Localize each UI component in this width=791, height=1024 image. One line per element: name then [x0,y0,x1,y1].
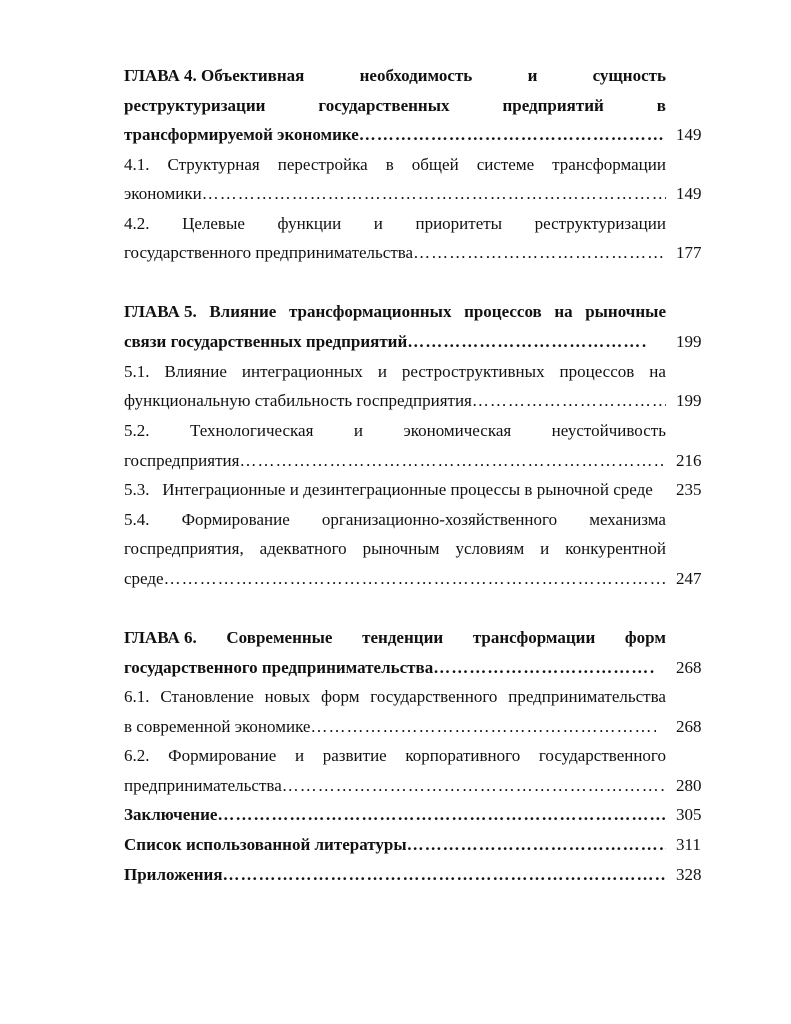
toc-word: рыночным [362,539,440,558]
toc-word: государственных [318,96,450,115]
toc-word: Становление [160,687,254,706]
section-5-1-page-number: 199 [676,391,702,410]
toc-word: процессов [559,362,635,381]
dot-leader [407,832,666,858]
section-5-1-line-1 [124,359,666,385]
section-6-1-line-1 [124,684,666,710]
toc-word: государственного [370,687,498,706]
chapter-5-page-number: 199 [676,332,702,351]
toc-word: трансформации [472,628,596,647]
toc-entry-text: госпредприятия [124,451,240,470]
section-6-2-page-number: 280 [676,776,702,795]
chapter-5-title-line-2 [124,329,646,355]
toc-entry-text: государственного предпринимательства [124,658,434,677]
dot-leader [164,566,666,592]
toc-word: корпоративного [405,746,521,765]
toc-entry-text: государственного предпринимательства [124,243,414,262]
dot-leader [359,122,666,148]
toc-word: и [527,66,538,85]
dot-leader [223,862,666,888]
toc-word: госпредприятия, [124,539,244,558]
section-4-2-line-1 [124,211,666,237]
section-5-4-line-1 [124,507,666,533]
toc-word: условиям [455,539,525,558]
section-5-1-line-2 [124,388,666,414]
toc-word: Целевые [182,214,245,233]
chapter-4-title-line-3 [124,122,666,148]
toc-word: реструктуризации [124,96,266,115]
toc-word: тенденции [362,628,444,647]
toc-word: новых [264,687,311,706]
chapter-4-page-number: 149 [676,125,702,144]
section-6-1-page-number: 268 [676,717,702,736]
toc-word: на [649,362,666,381]
toc-word: и [373,214,383,233]
toc-entry-text: Список использованной литературы [124,835,407,854]
dot-leader [217,802,666,828]
section-5-4-page-number: 247 [676,569,702,588]
toc-word: системе [476,155,535,174]
toc-word: неустойчивость [551,421,666,440]
toc-word: необходимость [359,66,473,85]
dot-leader [239,448,666,474]
toc-word: ГЛАВА 4. Объективная [124,66,305,85]
toc-word: 4.1. [124,155,150,174]
toc-entry-text: в современной экономике [124,717,311,736]
toc-word: 5.2. [124,421,150,440]
toc-word: 5.1. [124,362,150,381]
toc-word: Современные [226,628,333,647]
toc-word: приоритеты [415,214,503,233]
toc-word: и [540,539,550,558]
toc-word: предприятий [502,96,604,115]
toc-word: экономическая [403,421,512,440]
conclusion-page-number: 305 [676,805,702,824]
toc-word: трансформации [552,155,666,174]
section-4-2-page-number: 177 [676,243,702,262]
toc-word: 4.2. [124,214,150,233]
toc-word: Влияние [209,302,277,321]
toc-word: ГЛАВА 5. [124,302,197,321]
toc-word: рыночные [585,302,666,321]
toc-word: Формирование [168,746,277,765]
toc-word: форм [320,687,360,706]
toc-word: адекватного [259,539,347,558]
toc-word: и [294,746,305,765]
dot-leader [310,714,656,740]
toc-word: рестроструктивных [401,362,545,381]
toc-entry-text: Заключение [124,805,218,824]
toc-word: 5.4. [124,510,150,529]
toc-word: конкурентной [565,539,666,558]
section-6-1-line-2 [124,714,656,740]
toc-entry-text: функциональную стабильность госпредприятия [124,391,472,410]
section-4-1-line-1 [124,152,666,178]
toc-word: интеграционных [241,362,363,381]
toc-entry-text: среде [124,569,164,588]
appendices-page-number: 328 [676,865,702,884]
toc-word: государственного [538,746,666,765]
toc-word: организационно-хозяйственного [321,510,558,529]
toc-word: ГЛАВА 6. [124,628,197,647]
toc-word: трансформационных [288,302,452,321]
section-5-2-line-1 [124,418,666,444]
toc-word: и [353,421,363,440]
toc-word: развитие [322,746,387,765]
toc-entry-text: трансформируемой экономике [124,125,359,144]
toc-word: перестройка [277,155,368,174]
section-4-1-line-2 [124,181,666,207]
section-6-2-line-1 [124,743,666,769]
section-5-4-line-3 [124,566,666,592]
section-5-2-page-number: 216 [676,451,702,470]
dot-leader [282,773,666,799]
chapter-6-title-line-1 [124,625,666,651]
dot-leader [472,388,666,414]
toc-word: Технологическая [189,421,314,440]
section-5-3-page-number: 235 [676,480,702,499]
chapter-6-page-number: 268 [676,658,702,677]
toc-word: функции [277,214,342,233]
toc-word: и [377,362,387,381]
dot-leader [413,240,666,266]
section-5-2-line-2 [124,448,666,474]
section-4-2-line-2 [124,240,666,266]
section-6-2-line-2 [124,773,666,799]
toc-word: Влияние [164,362,227,381]
chapter-4-title-line-1 [124,63,666,89]
section-5-4-line-2 [124,536,666,562]
section-4-1-page-number: 149 [676,184,702,203]
chapter-4-title-line-2 [124,93,666,119]
toc-word: процессов [464,302,542,321]
toc-word: общей [411,155,459,174]
dot-leader [202,181,666,207]
conclusion-entry [124,802,666,828]
toc-entry-text: связи государственных предприятий [124,332,408,351]
chapter-6-title-line-2 [124,655,656,681]
references-entry [124,832,666,858]
toc-word: Структурная [167,155,260,174]
toc-word: Формирование [181,510,290,529]
toc-word: в [385,155,394,174]
toc-word: механизма [589,510,666,529]
toc-entry-text: Приложения [124,865,223,884]
toc-word: 6.2. [124,746,150,765]
section-5-3-line-1: 5.3. Интеграционные и дезинтеграционные процессы в рыночной среде [124,480,653,499]
toc-word: реструктуризации [534,214,666,233]
toc-word: предпринимательства [508,687,666,706]
toc-entry-text: экономики [124,184,202,203]
chapter-5-title-line-1 [124,299,666,325]
toc-word: форм [624,628,666,647]
references-page-number: 311 [676,835,701,854]
toc-word: в [656,96,666,115]
toc-word: на [554,302,573,321]
toc-entry-text: предпринимательства [124,776,282,795]
dot-leader [433,655,656,681]
dot-leader [407,329,646,355]
appendices-entry [124,862,666,888]
toc-word: 6.1. [124,687,150,706]
toc-word: сущность [592,66,666,85]
